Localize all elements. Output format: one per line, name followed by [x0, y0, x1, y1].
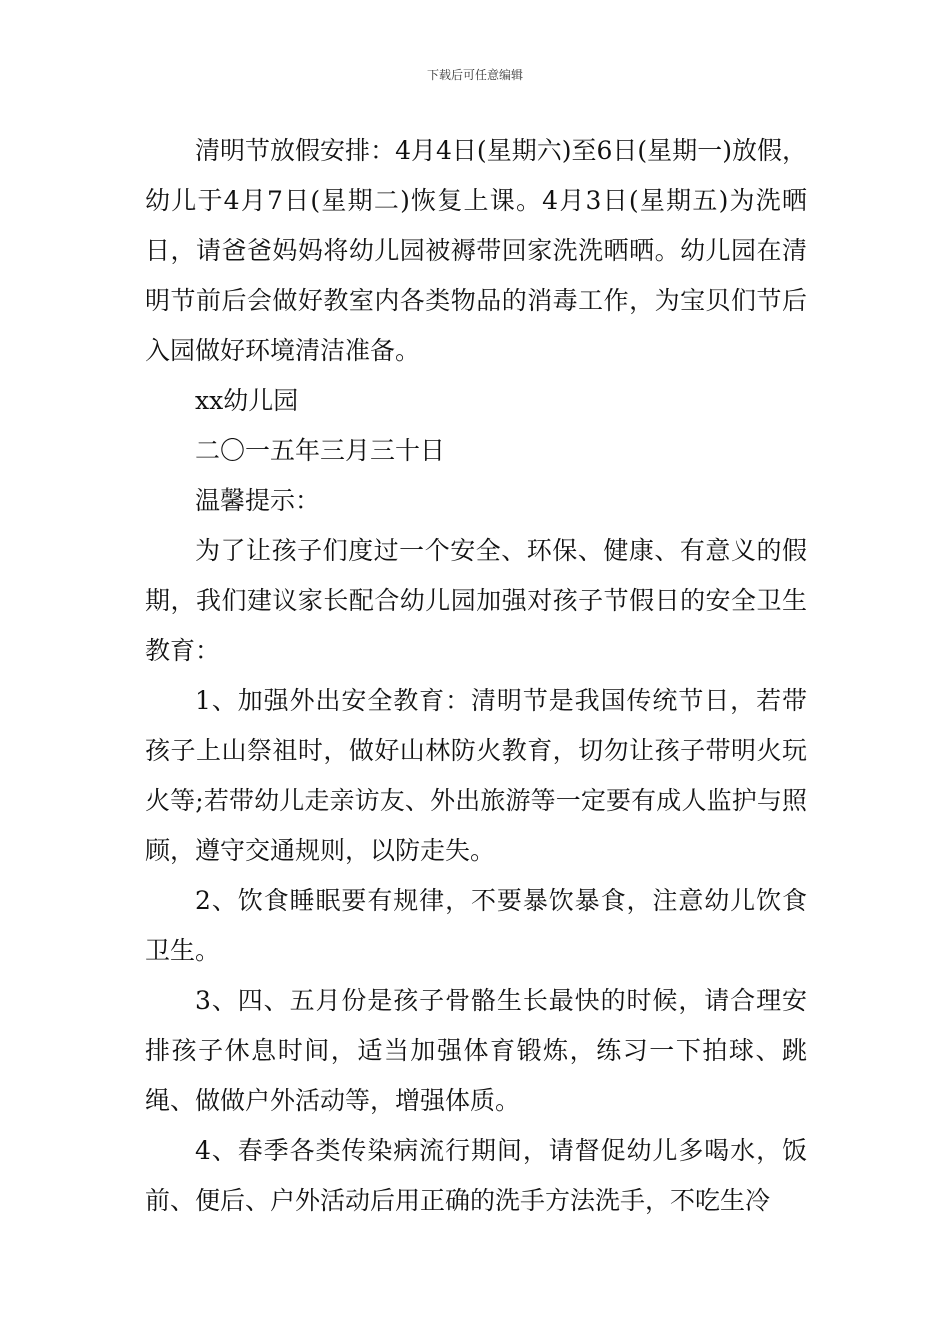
- document-body: [145, 126, 807, 1226]
- signature-kindergarten: xx幼儿园: [195, 386, 299, 415]
- tips-heading: 温馨提示：: [195, 486, 321, 515]
- tip-item-2: 2、饮食睡眠要有规律，不要暴饮暴食，注意幼儿饮食卫生。: [145, 886, 807, 965]
- tip-item-4: 4、春季各类传染病流行期间，请督促幼儿多喝水，饭前、便后、户外活动后用正确的洗手方法洗手，不吃生冷: [145, 1136, 807, 1215]
- tip-item-3: 3、四、五月份是孩子骨骼生长最快的时候，请合理安排孩子休息时间，适当加强体育锻炼，练习一下拍球、跳绳、做做户外活动等，增强体质。: [145, 986, 807, 1115]
- tips-intro-paragraph: 为了让孩子们度过一个安全、环保、健康、有意义的假期，我们建议家长配合幼儿园加强对孩子节假日的安全卫生教育：: [145, 536, 807, 665]
- signature-date: 二〇一五年三月三十日: [195, 436, 446, 465]
- holiday-schedule-paragraph: 清明节放假安排：4月4日(星期六)至6日(星期一)放假，幼儿于4月7日(星期二)恢复上课。4月3日(星期五)为洗晒日，请爸爸妈妈将幼儿园被褥带回家洗洗晒晒。幼儿园在清明节前后会做好教室内各类物品的消毒工作，为宝贝们节后入园做好环境清洁准备。: [145, 136, 807, 365]
- page-header: 下载后可任意编辑: [426, 68, 523, 82]
- tip-item-1: 1、加强外出安全教育：清明节是我国传统节日，若带孩子上山祭祖时，做好山林防火教育，切勿让孩子带明火玩火等;若带幼儿走亲访友、外出旅游等一定要有成人监护与照顾，遵守交通规则，以防走失。: [145, 686, 807, 865]
